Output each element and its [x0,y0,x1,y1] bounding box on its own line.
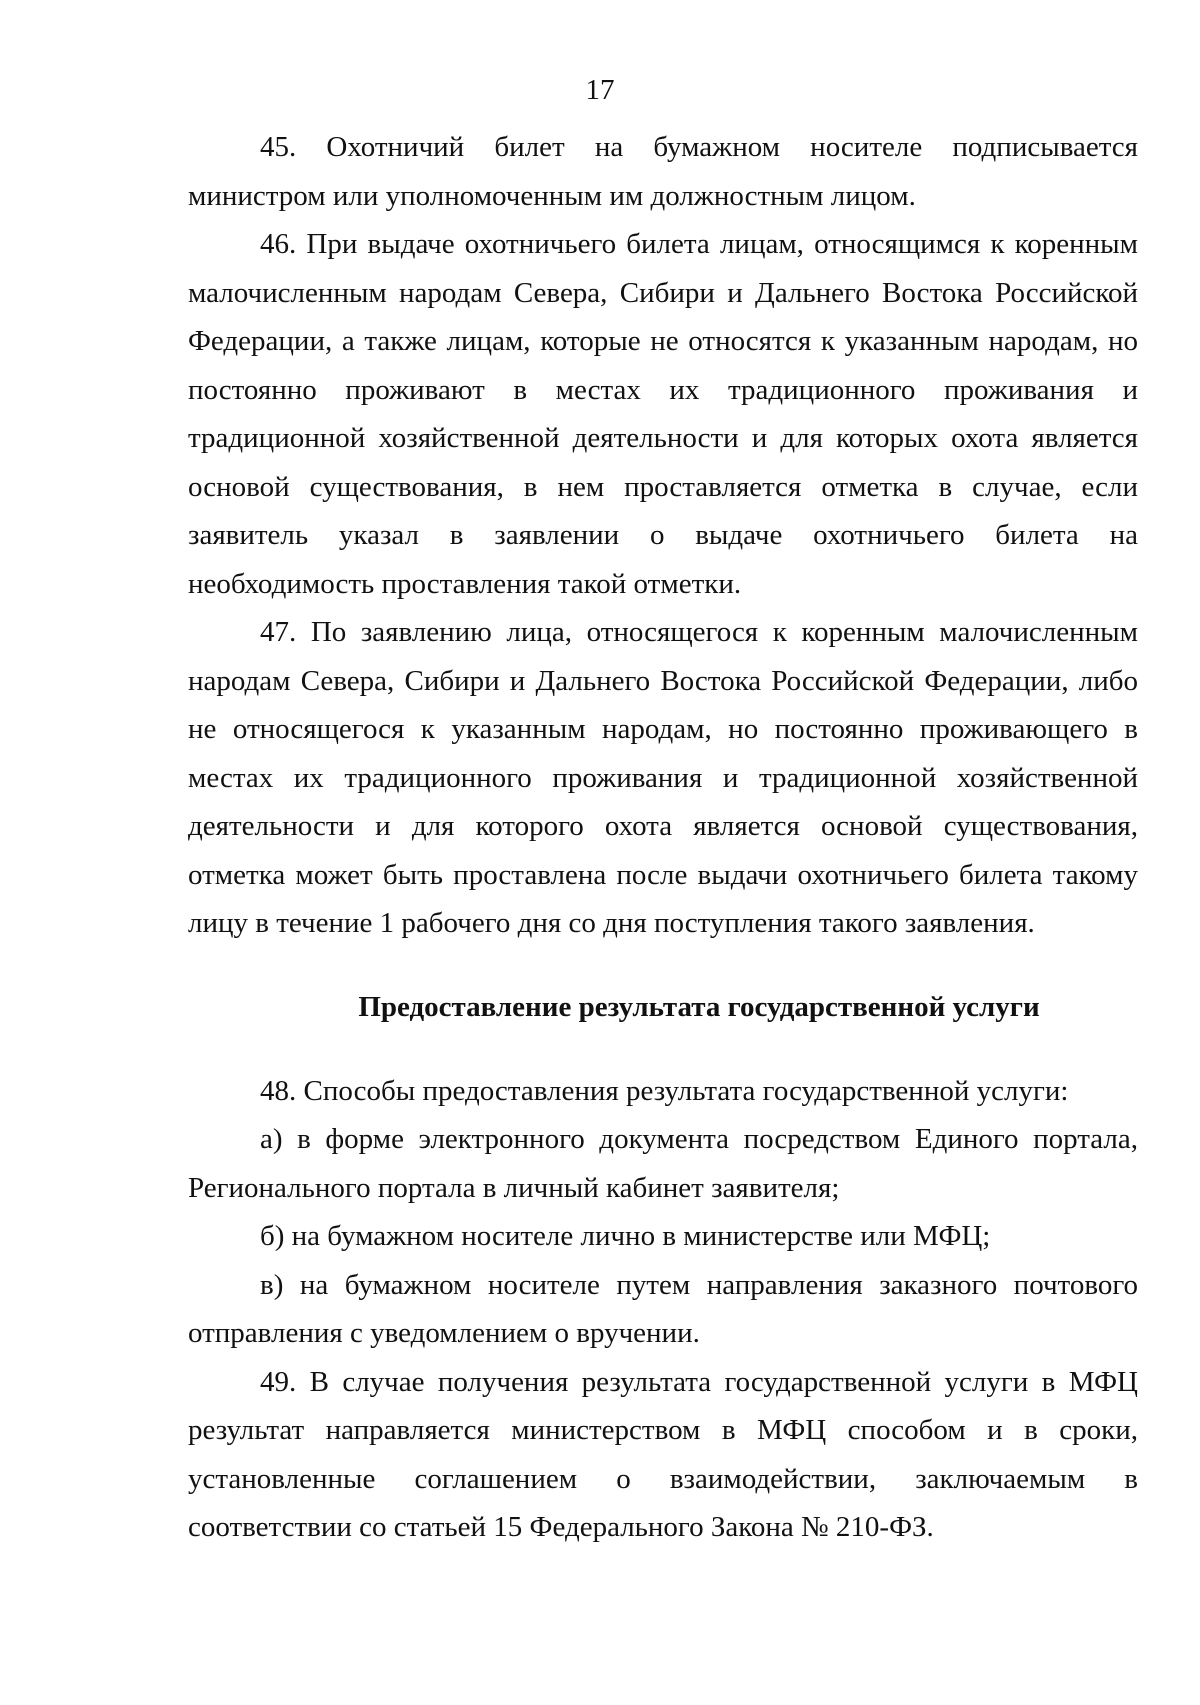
paragraph-48: 48. Способы предоставления результата государственной услуги: [260,1074,1069,1107]
paragraph-49: 49. В случае получения результата государственной услуги в МФЦ результат направляется министерством в МФЦ способом и в сроки, установленные соглашением о взаимодействии, заключаемым в соответствии со статьей 15 Федерального Закона № 210-ФЗ. [188,1365,1138,1543]
paragraph-45: 45. Охотничий билет на бумажном носителе подписывается министром или уполномоченным им должностным лицом. [188,131,1138,212]
paragraph-47: 47. По заявлению лица, относящегося к коренным малочисленным народам Севера, Сибири и Дальнего Востока Российской Федерации, либо не относящегося к указанным народам, но постоянно проживающего в местах их традиционного проживания и традиционной хозяйственной деятельности и для которого охота является основой существования, отметка может быть проставлена после выдачи охотничьего билета такому лицу в течение 1 рабочего дня со дня поступления такого заявления. [188,616,1138,939]
paragraph-48-item-c: в) на бумажном носителе путем направления заказного почтового отправления с уведомлением о вручении. [188,1268,1138,1349]
section-heading: Предоставление результата государственной услуги [358,990,1040,1023]
paragraph-46: 46. При выдаче охотничьего билета лицам, относящимся к коренным малочисленным народам Севера, Сибири и Дальнего Востока Российской Федерации, а также лицам, которые не относятся к указанным народам, но постоянно проживают в местах их традиционного проживания и традиционной хозяйственной деятельности и для которых охота является основой существования, в нем проставляется отметка в случае, если заявитель указал в заявлении о выдаче охотничьего билета на необходимость проставления такой отметки. [188,228,1138,600]
paragraph-48-item-b: б) на бумажном носителе лично в министерстве или МФЦ; [260,1220,991,1252]
paragraph-48-item-a: а) в форме электронного документа посредством Единого портала, Регионального портала в личный кабинет заявителя; [188,1123,1138,1204]
document-body [188,123,1138,1552]
page-number: 17 [585,74,615,106]
